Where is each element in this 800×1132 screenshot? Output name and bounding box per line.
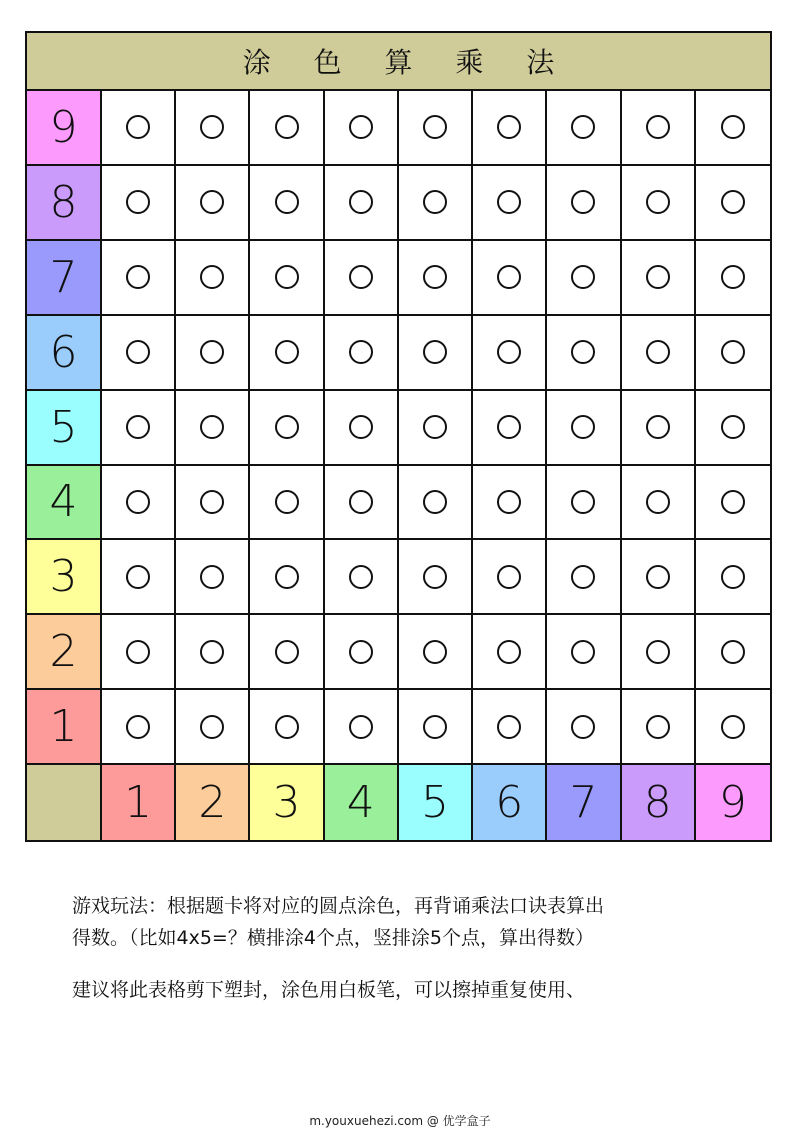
circle-dot[interactable]	[200, 715, 224, 739]
instructions	[72, 890, 772, 1006]
grid-title: 涂 色 算 乘 法	[27, 33, 770, 91]
circle-dot[interactable]	[423, 565, 447, 589]
grid-cell[interactable]	[102, 166, 176, 241]
col-label-number: 6	[495, 777, 524, 829]
circle-dot[interactable]	[349, 340, 373, 364]
instruction-line-2: 得数。（比如4x5=？横排涂4个点，竖排涂5个点，算出得数）	[72, 927, 595, 949]
grid-cell[interactable]	[325, 391, 399, 466]
circle-dot[interactable]	[126, 640, 150, 664]
row-label-number: 9	[49, 101, 78, 153]
circle-dot[interactable]	[349, 565, 373, 589]
circle-dot[interactable]	[721, 715, 745, 739]
grid-cell[interactable]	[102, 91, 176, 166]
grid-cell[interactable]	[696, 690, 770, 765]
circle-dot[interactable]	[275, 340, 299, 364]
grid-cell[interactable]	[547, 316, 621, 391]
grid-cell[interactable]	[473, 466, 547, 541]
grid-cell[interactable]	[547, 540, 621, 615]
circle-dot[interactable]	[349, 265, 373, 289]
grid-cell[interactable]	[325, 466, 399, 541]
circle-dot[interactable]	[423, 265, 447, 289]
grid-cell[interactable]	[250, 615, 324, 690]
circle-dot[interactable]	[200, 340, 224, 364]
grid-cell[interactable]	[473, 241, 547, 316]
grid-cell[interactable]	[696, 166, 770, 241]
circle-dot[interactable]	[646, 490, 670, 514]
grid-cell[interactable]	[176, 466, 250, 541]
circle-dot[interactable]	[126, 265, 150, 289]
col-label-number: 8	[643, 777, 672, 829]
circle-dot[interactable]	[497, 715, 521, 739]
row-label-number: 7	[49, 251, 78, 303]
grid-cell[interactable]	[547, 91, 621, 166]
col-label-number: 7	[569, 777, 598, 829]
grid-cell[interactable]	[622, 91, 696, 166]
circle-dot[interactable]	[721, 490, 745, 514]
circle-dot[interactable]	[200, 640, 224, 664]
circle-dot[interactable]	[646, 565, 670, 589]
grid-cell[interactable]	[250, 540, 324, 615]
grid-cell[interactable]	[176, 540, 250, 615]
circle-dot[interactable]	[497, 565, 521, 589]
circle-dot[interactable]	[200, 190, 224, 214]
circle-dot[interactable]	[126, 190, 150, 214]
grid-cell[interactable]	[325, 91, 399, 166]
circle-dot[interactable]	[571, 715, 595, 739]
grid-cell[interactable]	[325, 316, 399, 391]
grid-cell[interactable]	[325, 241, 399, 316]
grid-cell[interactable]	[547, 466, 621, 541]
grid-cell[interactable]	[399, 391, 473, 466]
grid-cell[interactable]	[102, 466, 176, 541]
grid-cell[interactable]	[102, 391, 176, 466]
circle-dot[interactable]	[646, 265, 670, 289]
circle-dot[interactable]	[571, 490, 595, 514]
row-label-number: 1	[49, 701, 78, 753]
grid-cell[interactable]	[325, 690, 399, 765]
circle-dot[interactable]	[349, 715, 373, 739]
circle-dot[interactable]	[275, 490, 299, 514]
grid-cell[interactable]	[325, 166, 399, 241]
circle-dot[interactable]	[349, 490, 373, 514]
circle-dot[interactable]	[126, 490, 150, 514]
grid-cell[interactable]	[176, 241, 250, 316]
col-label-7	[547, 765, 621, 840]
circle-dot[interactable]	[721, 340, 745, 364]
grid-cell[interactable]	[102, 241, 176, 316]
circle-dot[interactable]	[275, 715, 299, 739]
col-label-6	[473, 765, 547, 840]
row-label-number: 5	[49, 401, 78, 453]
grid-cell[interactable]	[622, 166, 696, 241]
col-label-4	[325, 765, 399, 840]
grid-cell[interactable]	[696, 241, 770, 316]
circle-dot[interactable]	[646, 340, 670, 364]
grid-cell[interactable]	[473, 540, 547, 615]
circle-dot[interactable]	[126, 565, 150, 589]
circle-dot[interactable]	[497, 265, 521, 289]
grid-cell[interactable]	[622, 540, 696, 615]
row-label-1	[27, 690, 102, 765]
instruction-line-3: 建议将此表格剪下塑封，涂色用白板笔，可以擦掉重复使用、	[72, 979, 586, 1001]
grid-cell[interactable]	[102, 316, 176, 391]
col-label-number: 2	[198, 777, 227, 829]
circle-dot[interactable]	[646, 415, 670, 439]
circle-dot[interactable]	[571, 340, 595, 364]
grid-cell[interactable]	[399, 166, 473, 241]
grid-cell[interactable]	[399, 690, 473, 765]
circle-dot[interactable]	[200, 415, 224, 439]
circle-dot[interactable]	[497, 115, 521, 139]
grid-cell[interactable]	[176, 615, 250, 690]
row-label-9	[27, 91, 102, 166]
col-label-number: 3	[272, 777, 301, 829]
circle-dot[interactable]	[423, 115, 447, 139]
grid-cell[interactable]	[102, 615, 176, 690]
circle-dot[interactable]	[721, 640, 745, 664]
circle-dot[interactable]	[200, 265, 224, 289]
grid-cell[interactable]	[399, 241, 473, 316]
grid-cell[interactable]	[176, 166, 250, 241]
grid-cell[interactable]	[250, 241, 324, 316]
grid-cell[interactable]	[696, 466, 770, 541]
circle-dot[interactable]	[497, 190, 521, 214]
instruction-line-1: 游戏玩法：根据题卡将对应的圆点涂色，再背诵乘法口诀表算出	[72, 895, 605, 917]
grid-cell[interactable]	[547, 615, 621, 690]
grid-cell[interactable]	[696, 391, 770, 466]
grid-cell[interactable]	[547, 166, 621, 241]
col-label-number: 5	[420, 777, 449, 829]
circle-dot[interactable]	[126, 115, 150, 139]
grid-cell[interactable]	[399, 540, 473, 615]
circle-dot[interactable]	[571, 640, 595, 664]
grid-cell[interactable]	[696, 615, 770, 690]
grid-cell[interactable]	[473, 316, 547, 391]
circle-dot[interactable]	[126, 415, 150, 439]
circle-dot[interactable]	[126, 715, 150, 739]
corner-cell	[27, 765, 102, 840]
row-label-5	[27, 391, 102, 466]
circle-dot[interactable]	[349, 640, 373, 664]
grid-cell[interactable]	[473, 91, 547, 166]
circle-dot[interactable]	[646, 640, 670, 664]
circle-dot[interactable]	[571, 415, 595, 439]
row-label-number: 2	[49, 626, 78, 678]
col-label-9	[696, 765, 770, 840]
circle-dot[interactable]	[423, 340, 447, 364]
grid-cell[interactable]	[473, 615, 547, 690]
col-label-number: 4	[346, 777, 375, 829]
circle-dot[interactable]	[721, 415, 745, 439]
circle-dot[interactable]	[646, 715, 670, 739]
circle-dot[interactable]	[275, 265, 299, 289]
row-label-3	[27, 540, 102, 615]
col-label-3	[250, 765, 324, 840]
circle-dot[interactable]	[423, 490, 447, 514]
circle-dot[interactable]	[275, 565, 299, 589]
grid-cell[interactable]	[250, 166, 324, 241]
grid-cell[interactable]	[473, 391, 547, 466]
row-label-number: 6	[49, 326, 78, 378]
circle-dot[interactable]	[349, 190, 373, 214]
grid-cell[interactable]	[325, 615, 399, 690]
circle-dot[interactable]	[349, 415, 373, 439]
col-label-number: 9	[718, 777, 747, 829]
row-label-number: 8	[49, 176, 78, 228]
grid-cell[interactable]	[399, 316, 473, 391]
circle-dot[interactable]	[497, 340, 521, 364]
grid-cell[interactable]	[250, 391, 324, 466]
grid-cell[interactable]	[102, 540, 176, 615]
grid-cell[interactable]	[696, 540, 770, 615]
circle-dot[interactable]	[497, 415, 521, 439]
grid-cell[interactable]	[250, 91, 324, 166]
col-label-2	[176, 765, 250, 840]
row-label-number: 3	[49, 551, 78, 603]
circle-dot[interactable]	[721, 565, 745, 589]
circle-dot[interactable]	[571, 190, 595, 214]
circle-dot[interactable]	[126, 340, 150, 364]
circle-dot[interactable]	[646, 190, 670, 214]
grid-cell[interactable]	[622, 241, 696, 316]
circle-dot[interactable]	[200, 490, 224, 514]
row-label-8	[27, 166, 102, 241]
grid-cell[interactable]	[250, 316, 324, 391]
grid-cell[interactable]	[176, 690, 250, 765]
circle-dot[interactable]	[497, 490, 521, 514]
circle-dot[interactable]	[497, 640, 521, 664]
col-label-1	[102, 765, 176, 840]
circle-dot[interactable]	[571, 265, 595, 289]
grid-cell[interactable]	[622, 615, 696, 690]
circle-dot[interactable]	[721, 190, 745, 214]
grid-cell[interactable]	[176, 91, 250, 166]
circle-dot[interactable]	[349, 115, 373, 139]
circle-dot[interactable]	[571, 565, 595, 589]
circle-dot[interactable]	[423, 190, 447, 214]
circle-dot[interactable]	[721, 115, 745, 139]
circle-dot[interactable]	[646, 115, 670, 139]
grid-cell[interactable]	[399, 91, 473, 166]
circle-dot[interactable]	[571, 115, 595, 139]
grid-cell[interactable]	[696, 316, 770, 391]
grid-cell[interactable]	[250, 466, 324, 541]
grid-cell[interactable]	[176, 316, 250, 391]
circle-dot[interactable]	[423, 415, 447, 439]
row-label-2	[27, 615, 102, 690]
row-label-4	[27, 466, 102, 541]
grid-cell[interactable]	[399, 466, 473, 541]
circle-dot[interactable]	[200, 565, 224, 589]
circle-dot[interactable]	[275, 415, 299, 439]
row-label-number: 4	[49, 476, 78, 528]
circle-dot[interactable]	[275, 190, 299, 214]
col-label-5	[399, 765, 473, 840]
grid-cell[interactable]	[102, 690, 176, 765]
row-label-7	[27, 241, 102, 316]
grid-cell[interactable]	[547, 690, 621, 765]
grid-cell[interactable]	[696, 91, 770, 166]
circle-dot[interactable]	[423, 715, 447, 739]
circle-dot[interactable]	[200, 115, 224, 139]
grid-cell[interactable]	[547, 241, 621, 316]
grid-cell[interactable]	[622, 466, 696, 541]
grid-cell[interactable]	[547, 391, 621, 466]
grid-cell[interactable]	[176, 391, 250, 466]
grid-cell[interactable]	[325, 540, 399, 615]
grid-cell[interactable]	[473, 690, 547, 765]
grid-cell[interactable]	[622, 391, 696, 466]
grid-cell[interactable]	[622, 316, 696, 391]
circle-dot[interactable]	[721, 265, 745, 289]
circle-dot[interactable]	[275, 640, 299, 664]
circle-dot[interactable]	[423, 640, 447, 664]
col-label-8	[622, 765, 696, 840]
col-label-number: 1	[124, 777, 153, 829]
footer-credit: m.youxuehezi.com @ 优学盒子	[309, 1114, 491, 1128]
grid-cell[interactable]	[622, 690, 696, 765]
grid-cell[interactable]	[399, 615, 473, 690]
circle-dot[interactable]	[275, 115, 299, 139]
grid-cell[interactable]	[250, 690, 324, 765]
row-label-6	[27, 316, 102, 391]
grid-cell[interactable]	[473, 166, 547, 241]
multiplication-grid	[25, 31, 772, 842]
